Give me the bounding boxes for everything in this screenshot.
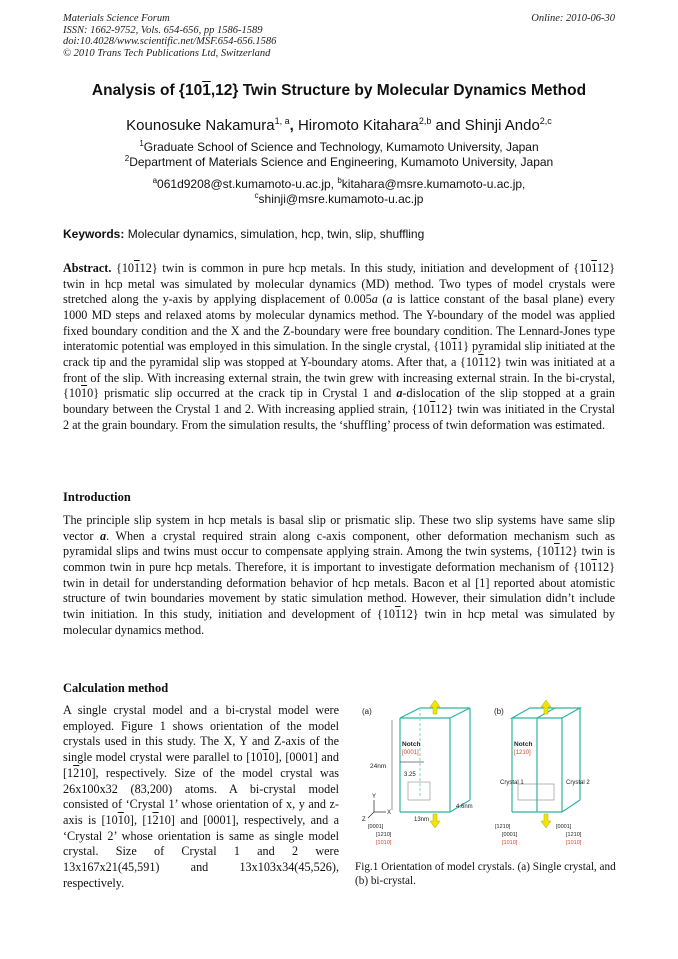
emails-line-2: $^c$shinji@msre.kumamoto-u.ac.jp — [254, 191, 424, 206]
journal-name: Materials Science Forum — [63, 13, 170, 24]
svg-text:Notch: Notch — [514, 741, 533, 748]
affiliation-1: $^1$Graduate School of Science and Technology, Kumamoto University, Japan — [139, 139, 539, 154]
svg-text:24nm: 24nm — [370, 763, 387, 770]
svg-text:[1010]: [1010] — [502, 840, 518, 846]
svg-text:[1210]: [1210] — [514, 750, 531, 756]
author-3: Shinji Ando — [464, 117, 540, 134]
bi-crystal-box — [512, 708, 580, 812]
svg-text:Crystal 2: Crystal 2 — [566, 780, 590, 786]
svg-text:13nm: 13nm — [414, 817, 430, 823]
figure-caption: Fig.1 Orientation of model crystals. (a) Single crystal, and (b) bi-crystal. — [355, 861, 616, 887]
figure-label-a: (a) — [362, 707, 372, 716]
email-b[interactable]: kitahara@msre.kumamoto-u.ac.jp, — [341, 177, 526, 191]
issn: ISSN: 1662-9752, Vols. 654-656, pp 1586-1589 — [63, 24, 263, 36]
paper-title: Analysis of {101,12} Twin Structure by Molecular Dynamics Method — [91, 82, 587, 99]
svg-text:[1010]: [1010] — [376, 840, 392, 846]
tension-arrow-down-b — [541, 814, 551, 828]
emails-line-1: $^a$061d9208@st.kumamoto-u.ac.jp, $^b$kitahara@msre.kumamoto-u.ac.jp, — [152, 176, 526, 191]
abstract: Abstract. {10112} twin is common in pure hcp metals. In this study, initiation and development of {10112} twin in hcp metal was simulated by molecular dynamics (MD) method. Two types of model crystals were stretched along the y-axis by applying displacement of 0.005a (a is lattice constant of the basal plane) every 1000 MD steps and relaxed atoms by molecular dynamics method. The Y-boundary of the model was applied fixed boundary condition and the X and the Z-boundary were free boundary condition. The Lennard-Jones type interatomic potential was employed in this simulation. In the single crystal, {1011} pyramidal slip initiated at the crack tip and the pyramidal slip was stopped at Y-boundary atoms. After that, a {10112} twin was initiated at a front of the slip. With increasing external strain, the twin grew with increasing external strain. In the bi-crystal, {1010} prismatic slip occurred at the crack tip in Crystal 1 and a-dislocation of the slip stopped at a grain boundary between the Crystal 1 and 2. With increasing applied strain, {10112} twin was initiated in the Crystal 2 at the grain boundary. From the simulation results, the ‘shuffling’ process of twin deformation was estimated. — [63, 261, 616, 432]
introduction-heading: Introduction — [63, 490, 131, 504]
author-list: Kounosuke Nakamura$^{1, a}$, Hiromoto Kitahara$^{2,b}$ and Shinji Ando$^{2,c}$ — [126, 116, 552, 134]
author-2: Hiromoto Kitahara — [297, 117, 419, 134]
tension-arrow-down-a — [430, 814, 440, 828]
svg-text:[0001]: [0001] — [368, 824, 384, 830]
svg-text:[1010]: [1010] — [566, 840, 582, 846]
svg-text:Notch: Notch — [402, 741, 421, 748]
svg-text:[0001]: [0001] — [556, 824, 572, 830]
keywords: Keywords: Molecular dynamics, simulation, hcp, twin, slip, shuffling — [63, 227, 425, 241]
figure-1 — [352, 700, 618, 860]
svg-text:[1210]: [1210] — [566, 832, 582, 838]
copyright: © 2010 Trans Tech Publications Ltd, Switzerland — [63, 47, 271, 59]
svg-text:[1210]: [1210] — [495, 824, 511, 830]
affiliation-2: $^2$Department of Materials Science and Engineering, Kumamoto University, Japan — [124, 154, 554, 169]
online-date: Online: 2010-06-30 — [531, 13, 615, 24]
svg-text:Y: Y — [372, 794, 377, 800]
calculation-text: A single crystal model and a bi-crystal model were employed. Figure 1 shows orientation of the model crystals used in this study. The X, Y and Z-axis of the single model crystal were parallel to [1010], [0001] and [1210], respectively. Size of the model crystal was 26x100x32 (83,200) atoms. A bi-crystal model consisted of ‘Crystal 1’ whose orientation of x, y and z-axis is [1010], [1210] and [0001], respectively, and a ‘Crystal 2’ whose orientation is same as single model crystal. Size of Crystal 1 and 2 were 13x167x21(45,591) and 13x103x34(45,526), respectively. — [63, 703, 339, 890]
tension-arrow-up-a — [430, 700, 440, 714]
figure-label-b: (b) — [494, 707, 504, 716]
email-c[interactable]: shinji@msre.kumamoto-u.ac.jp — [258, 192, 424, 206]
author-1: Kounosuke Nakamura — [126, 117, 275, 134]
journal-header — [63, 13, 276, 59]
email-a[interactable]: 061d9208@st.kumamoto-u.ac.jp, — [157, 177, 334, 191]
single-crystal-box — [400, 708, 470, 812]
axis-triad-icon — [368, 800, 386, 818]
svg-text:[1210]: [1210] — [376, 832, 392, 838]
doi: doi:10.4028/www.scientific.net/MSF.654-656.1586 — [63, 36, 277, 47]
introduction-text: The principle slip system in hcp metals is basal slip or prismatic slip. These two slip systems have same slip vector a. When a crystal required strain along c-axis component, other deformation mechanism such as pyramidal slips and twins must occur to compensate applying strain. Among the twin systems, {10112} twin is common twin in pure hcp metals. Therefore, it is important to investigate deformation mechanism of {10112} twin in detail for understanding deformation behavior of hcp metals. Bacon et al [1] reported about atomistic structure of twin boundaries movement by static simulation method. However, their simulation didn’t include twin initiation. In this study, initiation and development of {10112} twin in hcp metal was simulated by molecular dynamics method. — [63, 513, 616, 637]
svg-text:3.25: 3.25 — [404, 772, 416, 778]
svg-text:Crystal 1: Crystal 1 — [500, 780, 524, 786]
svg-text:X: X — [387, 810, 392, 816]
svg-text:4.6nm: 4.6nm — [456, 804, 473, 810]
calculation-heading: Calculation method — [63, 681, 169, 695]
svg-text:[0001]: [0001] — [502, 832, 518, 838]
svg-text:Z: Z — [362, 817, 366, 823]
svg-text:[0001]: [0001] — [402, 750, 419, 756]
tension-arrow-up-b — [541, 700, 551, 714]
abstract-label: Abstract. — [63, 261, 112, 275]
